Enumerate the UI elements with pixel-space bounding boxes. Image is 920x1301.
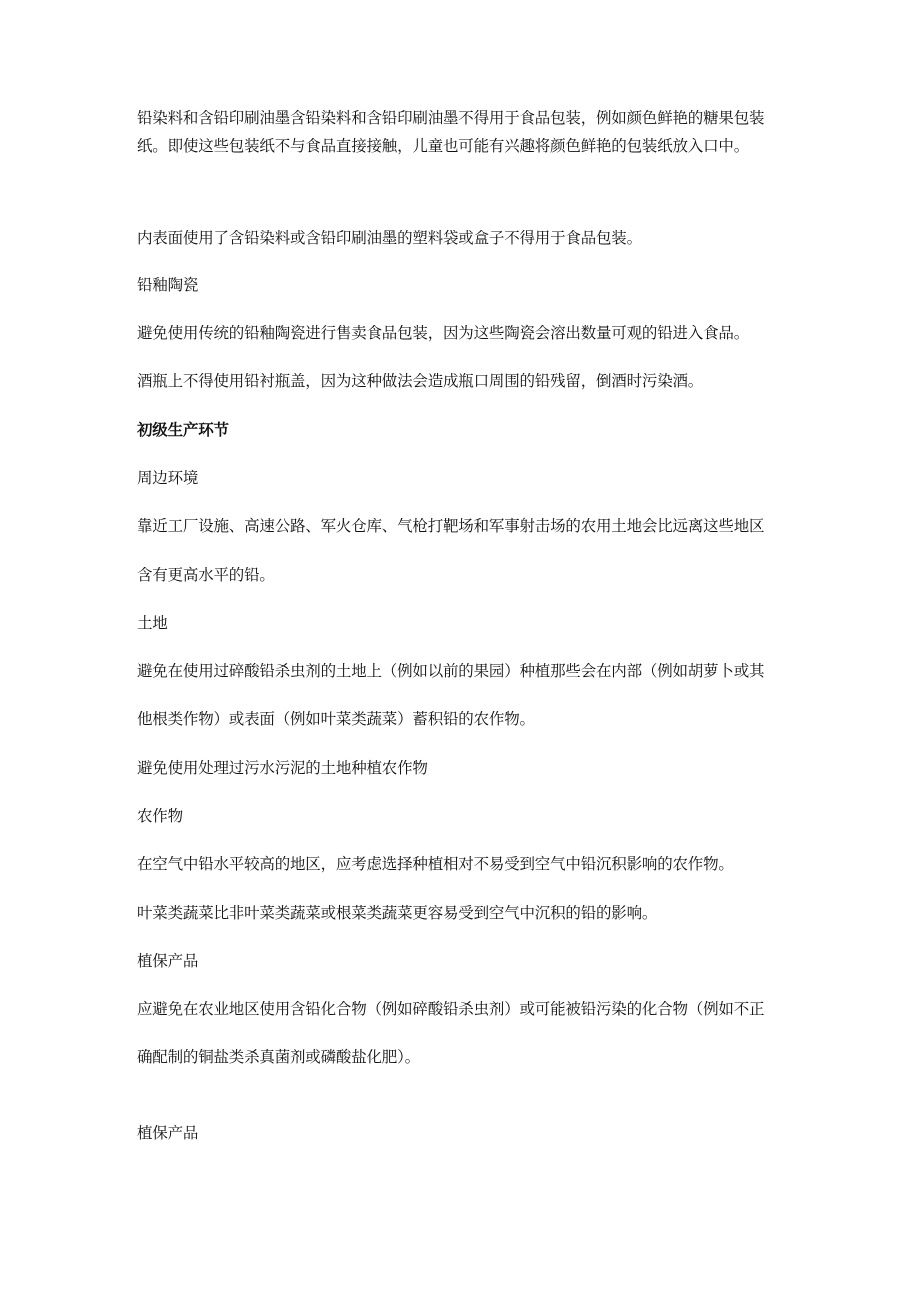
section-subheading: 农作物 [137,807,183,825]
paragraph-line: 酒瓶上不得使用铅衬瓶盖，因为这种做法会造成瓶口周围的铅残留，倒酒时污染酒。 [137,372,704,390]
paragraph-line: 避免使用处理过污水污泥的土地种植农作物 [137,759,428,777]
section-subheading: 植保产品 [137,1124,199,1142]
section-subheading: 土地 [137,614,168,632]
paragraph-line: 含有更高水平的铅。 [137,566,275,584]
paragraph-line: 内表面使用了含铅染料或含铅印刷油墨的塑料袋或盒子不得用于食品包装。 [137,229,642,247]
section-subheading: 铅釉陶瓷 [137,276,199,294]
paragraph-line: 他根类作物）或表面（例如叶菜类蔬菜）蓄积铅的农作物。 [137,710,535,728]
paragraph-line: 纸。即使这些包装纸不与食品直接接触，儿童也可能有兴趣将颜色鲜艳的包装纸放入口中。 [137,137,750,155]
paragraph-line: 靠近工厂设施、高速公路、军火仓库、气枪打靶场和军事射击场的农用土地会比远离这些地区 [137,517,765,535]
section-heading: 初级生产环节 [137,421,229,439]
paragraph-line: 叶菜类蔬菜比非叶菜类蔬菜或根菜类蔬菜更容易受到空气中沉积的铅的影响。 [137,904,658,922]
paragraph-line: 应避免在农业地区使用含铅化合物（例如碎酸铅杀虫剂）或可能被铅污染的化合物（例如不正 [137,1000,765,1018]
section-subheading: 周边环境 [137,469,199,487]
paragraph-line: 避免在使用过碎酸铅杀虫剂的土地上（例如以前的果园）种植那些会在内部（例如胡萝卜或其 [137,662,765,680]
paragraph-line: 铅染料和含铅印刷油墨含铅染料和含铅印刷油墨不得用于食品包装，例如颜色鲜艳的糖果包装 [137,109,765,127]
paragraph-line: 在空气中铅水平较高的地区，应考虑选择种植相对不易受到空气中铅沉积影响的农作物。 [137,855,734,873]
paragraph-line: 确配制的铜盐类杀真菌剂或磷酸盐化肥）。 [137,1048,420,1066]
paragraph-line: 避免使用传统的铅釉陶瓷进行售卖食品包装，因为这些陶瓷会溶出数量可观的铅进入食品。 [137,324,750,342]
section-subheading: 植保产品 [137,952,199,970]
